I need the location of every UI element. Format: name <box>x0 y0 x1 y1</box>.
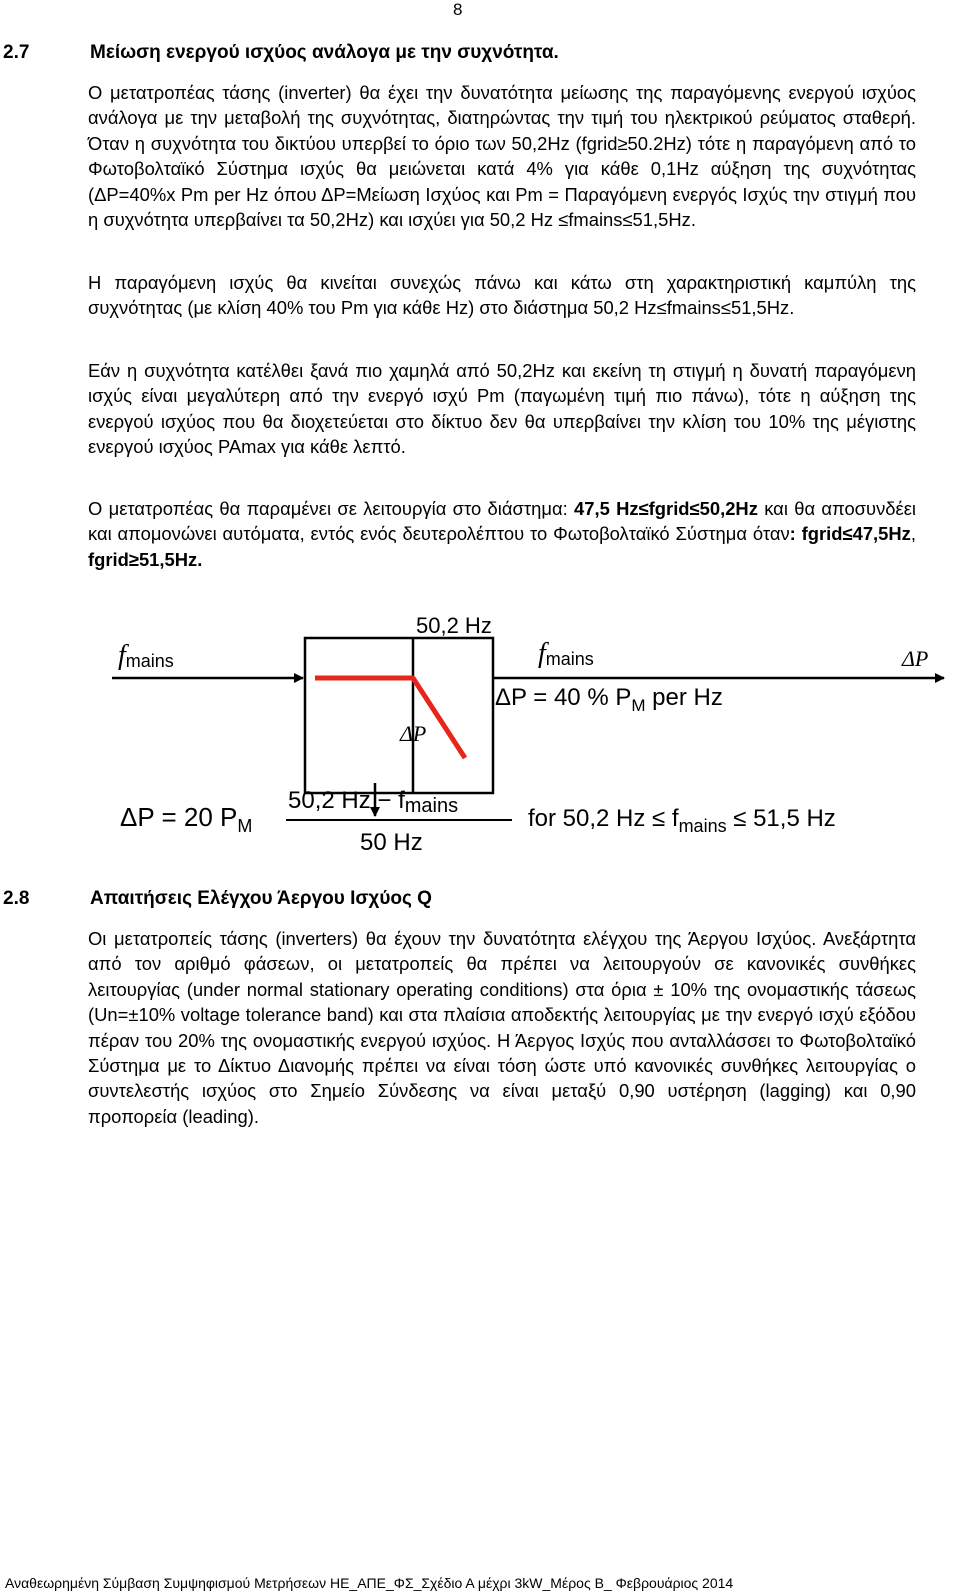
condition-sub: mains <box>678 816 727 836</box>
section-number: 2.8 <box>3 888 30 909</box>
condition-range: ≤ 51,5 Hz <box>726 805 836 832</box>
mid-sub: mains <box>545 649 594 669</box>
page-footer: Αναθεωρημένη Σύμβαση Συμψηφισμού Μετρήσεων ΗΕ_ΑΠΕ_ΦΣ_Σχέδιο Α μέχρι 3kW_Μέρος Β_ Φεβρουάριος 2014 <box>5 1575 734 1591</box>
formula-lhs-sub: M <box>237 816 253 836</box>
mid-frequency-label <box>538 638 594 669</box>
slope-unit: per Hz <box>645 684 723 711</box>
formula-lhs <box>120 802 252 836</box>
input-sub: mains <box>125 651 174 671</box>
disconnect-text: και θα αποσυνδέει και απομονώνει αυτόματα, εντός ενός δευτερολέπτου το Φωτοβολταϊκό Σύστημα όταν <box>88 498 916 545</box>
mid-f: f <box>538 638 546 669</box>
disconnect-high-value: fgrid≥51,5Hz. <box>88 548 203 570</box>
slope-text: ΔP = 40 % P <box>495 684 632 711</box>
formula-condition <box>528 805 836 836</box>
operating-range-value: 47,5 Hz≤fgrid≤50,2Hz <box>574 498 758 519</box>
input-f: f <box>118 640 126 671</box>
formula-denominator: 50 Hz <box>360 829 423 856</box>
condition-text: for 50,2 Hz ≤ f <box>528 805 679 832</box>
formula-numerator <box>288 787 458 817</box>
operating-range-text: Ο μετατροπέας θα παραμένει σε λειτουργία στο διάστημα: <box>88 498 574 519</box>
disconnect-low-value: : fgrid≤47,5Hz <box>789 523 911 545</box>
slope-sub: M <box>631 696 646 715</box>
section-title: Απαιτήσεις Ελέγχου Άεργου Ισχύος Q <box>90 888 432 909</box>
paragraph-operating-range <box>88 496 916 572</box>
page-number: 8 <box>453 0 463 19</box>
paragraph-frequency-reduction: Ο μετατροπέας τάσης (inverter) θα έχει την δυνατότητα μείωσης της παραγόμενης ενεργού ισχύος ανάλογα με την μεταβολή της συχνότητας, διατηρώντας την τιμή του ηλεκτρικού ρεύματος σταθερή. Όταν η συχνότητα του δικτύου υπερβεί το όριο των 50,2Hz (fgrid≥50.2Hz) τότε η παραγόμενη από το Φωτοβολταϊκό Σύστημα ισχύς θα μειώνεται κατά 4% για κάθε 0,1Hz αύξηση της συχνότητας (ΔP=40%x Pm per Hz όπου ΔP=Μείωση Ισχύος και Pm = Παραγόμενη ενεργός Ισχύς την στιγμή που η συχνότητα υπερβαίνει τα 50,2Hz) και ισχύει για 50,2 Hz ≤fmains≤51,5Hz. <box>88 82 916 231</box>
frequency-power-reduction-figure <box>110 608 950 868</box>
numerator-text: 50,2 Hz − f <box>288 787 405 814</box>
numerator-sub: mains <box>404 795 459 817</box>
section-number: 2.7 <box>3 42 30 63</box>
characteristic-block <box>305 638 493 793</box>
input-frequency-label <box>118 640 174 671</box>
slope-label <box>495 684 723 715</box>
paragraph-characteristic-curve: Η παραγόμενη ισχύς θα κινείται συνεχώς πάνω και κάτω στη χαρακτηριστική καμπύλη της συχνότητας (με κλίση 40% του Pm για κάθε Hz) στο διάστημα 50,2 Hz≤fmains≤51,5Hz. <box>88 272 916 319</box>
output-power-label: ΔP <box>902 646 929 671</box>
paragraph-reactive-power: Οι μετατροπείς τάσης (inverters) θα έχουν την δυνατότητα ελέγχου της Άεργου Ισχύος. Ανεξάρτητα από τον αριθμό φάσεων, οι μετατροπείς θα πρέπει να λειτουργούν σε κανονικές συνθήκες λειτουργίας (under normal stationary operating conditions) στα όρια ± 10% της ονομαστικής τάσεως (Un=±10% voltage tolerance band) και στα πλαίσια αποδεκτής λειτουργίας με την ενεργό ισχύ εξόδου πέραν του 20% της ονομαστικής ενεργού ισχύος. Η Άεργος Ισχύς που ανταλλάσσει το Φωτοβολταϊκό Σύστημα με το Δίκτυο Διανομής πρέπει να είναι τόση ώστε υπό κανονικές συνθήκες λειτουργίας ο συντελεστής ισχύος στο Σημείο Σύνδεσης να είναι μεταξύ 0,90 υστέρηση (lagging) και 0,90 προπορεία (leading). <box>88 928 916 1127</box>
paragraph-frequency-recovery: Εάν η συχνότητα κατέλθει ξανά πιο χαμηλά από 50,2Hz και εκείνη τη στιγμή η δυνατή παραγόμενη ισχύς είναι μεγαλύτερη από την ενεργό ισχύ Pm (παγωμένη τιμή πιο πάνω), τότε η αύξηση της ενεργού ισχύος που θα διοχετεύεται στο δίκτυο δεν θα υπερβαίνει την κλίση του 10% της μέγιστης ενεργού ισχύος PAmax για κάθε λεπτό. <box>88 360 916 458</box>
formula-lhs-text: ΔP = 20 P <box>120 802 238 832</box>
characteristic-curve <box>315 678 465 758</box>
separator-text: , <box>910 523 916 545</box>
block-threshold-label: 50,2 Hz <box>416 613 492 638</box>
section-title: Μείωση ενεργού ισχύος ανάλογα με την συχνότητα. <box>90 42 559 63</box>
feedback-power-label: ΔP <box>400 721 427 746</box>
